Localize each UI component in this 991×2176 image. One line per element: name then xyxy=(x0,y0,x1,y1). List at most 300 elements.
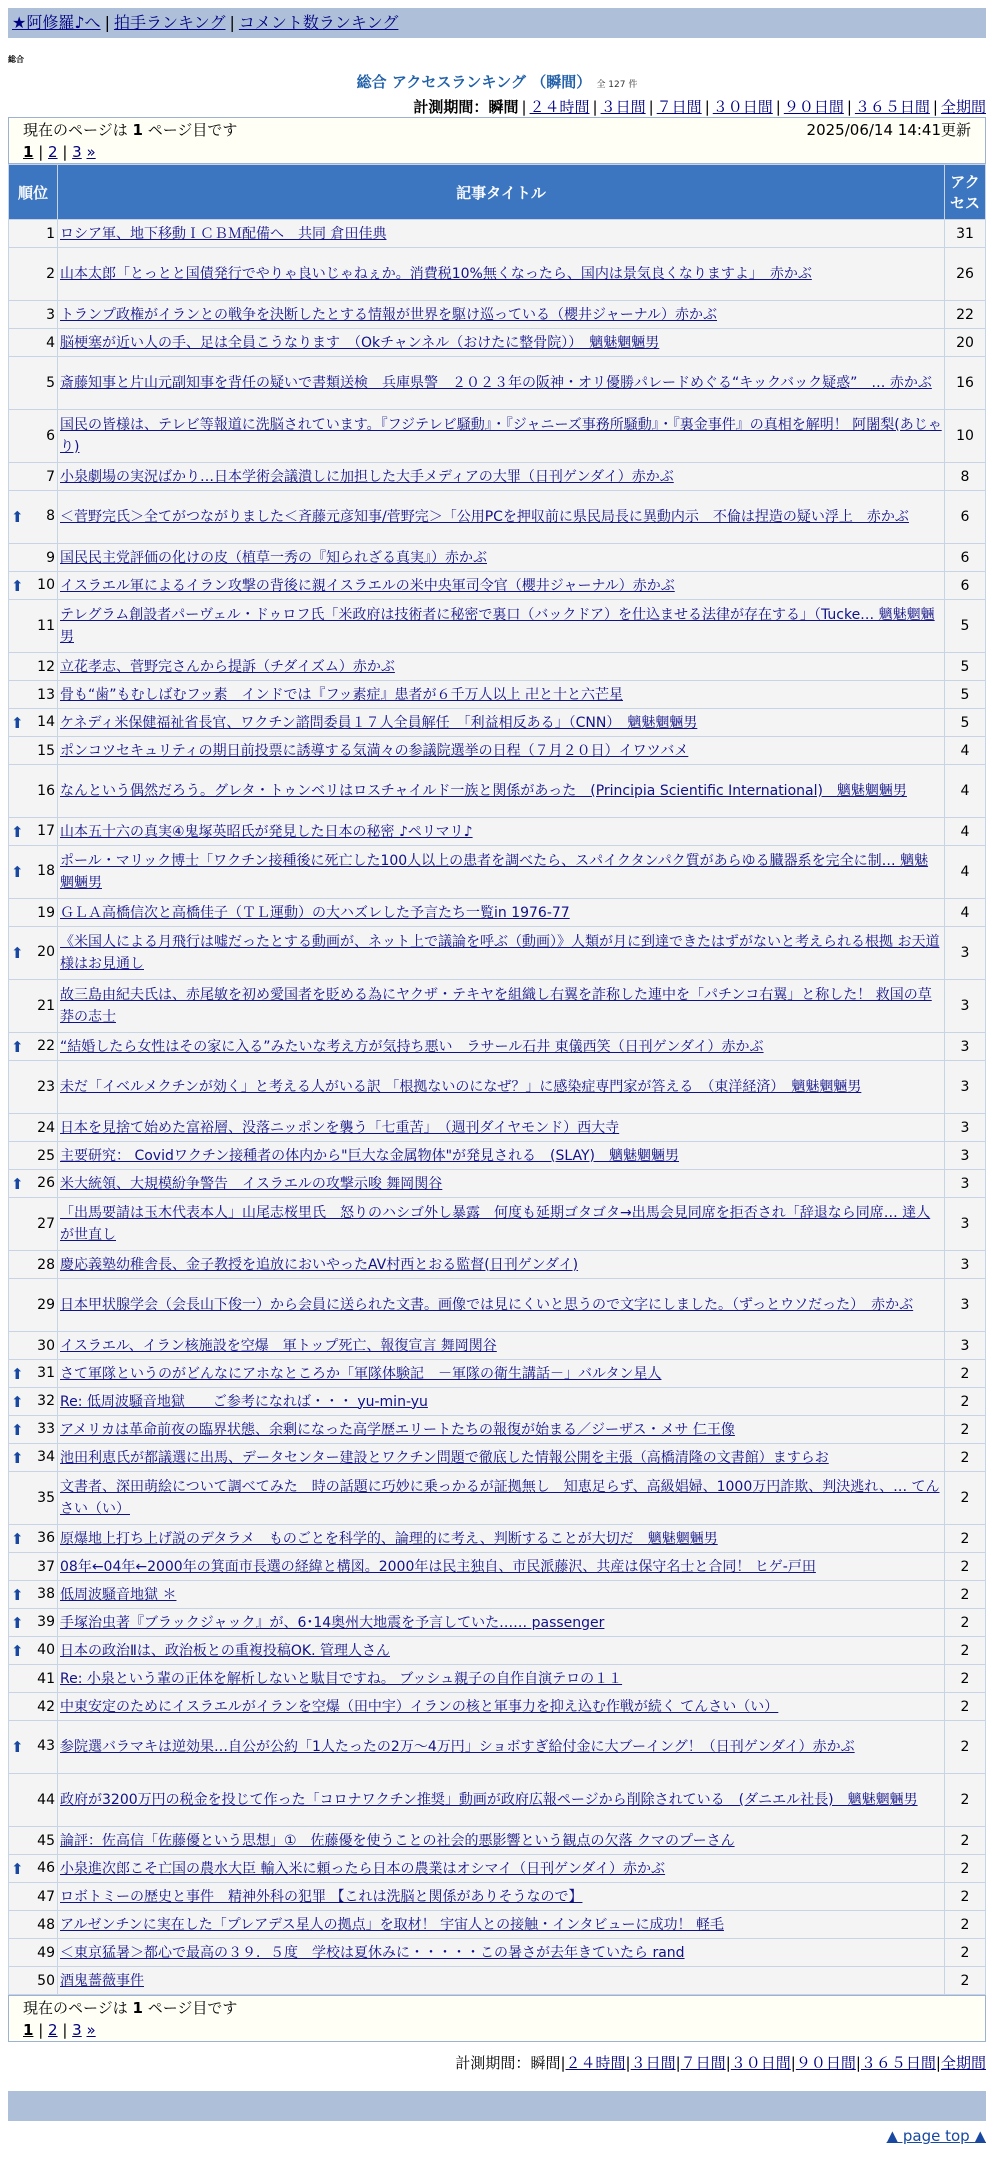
period-option[interactable]: ２４時間 xyxy=(529,98,590,116)
access-count: 16 xyxy=(945,357,986,410)
rank-number: 41 xyxy=(37,1670,55,1687)
rank-cell xyxy=(9,899,58,927)
article-link[interactable]: 池田利恵氏が都議選に出馬、データセンター建設とワクチン問題で徹底した情報公開を主張（高橋清隆の文書館）ますらお xyxy=(60,1449,829,1466)
access-count: 2 xyxy=(945,1609,986,1637)
page-title xyxy=(8,71,986,92)
up-arrow-icon: ⬆ xyxy=(11,1585,24,1604)
rank-number: 34 xyxy=(37,1448,55,1465)
title-cell xyxy=(58,1827,945,1855)
access-count: 2 xyxy=(945,1693,986,1721)
rank-cell xyxy=(9,1665,58,1693)
up-arrow-icon: ⬆ xyxy=(11,944,24,962)
access-count: 2 xyxy=(945,1553,986,1581)
article-link[interactable]: アメリカは革命前夜の臨界状態、余剰になった高学歴エリートたちの報復が始まる／ジーザス・メサ 仁王像 xyxy=(60,1421,735,1438)
rank-cell xyxy=(9,1855,58,1883)
article-link[interactable]: 酒鬼薔薇事件 xyxy=(60,1972,144,1989)
rank-number: 35 xyxy=(37,1490,55,1506)
table-row xyxy=(9,572,986,600)
period-option: 瞬間 xyxy=(530,2054,561,2072)
rank-cell xyxy=(9,1581,58,1609)
rank-number: 2 xyxy=(46,266,55,282)
access-count: 2 xyxy=(945,1721,986,1774)
table-row xyxy=(9,1388,986,1416)
rank-number: 15 xyxy=(37,742,55,759)
article-link[interactable]: さて軍隊というのがどんなにアホなところか「軍隊体験記 －軍隊の衛生講話－」バルタン星人 xyxy=(60,1365,662,1382)
rank-number: 46 xyxy=(37,1859,55,1876)
up-arrow-icon: ⬆ xyxy=(11,1420,24,1439)
rank-cell xyxy=(9,1388,58,1416)
rank-cell xyxy=(9,1061,58,1114)
title-cell xyxy=(58,1693,945,1721)
table-row xyxy=(9,1665,986,1693)
rank-number: 37 xyxy=(37,1558,55,1575)
rank-cell xyxy=(9,1360,58,1388)
table-row xyxy=(9,765,986,818)
article-link[interactable]: 手塚治虫著『ブラックジャック』が、6･14奥州大地震を予言していた…… passenger xyxy=(60,1614,605,1631)
title-cell xyxy=(58,1721,945,1774)
footer-bar xyxy=(8,2091,986,2121)
access-count: 3 xyxy=(945,1332,986,1360)
comment-ranking-link[interactable]: コメント数ランキング xyxy=(238,13,399,32)
page-top xyxy=(8,2127,986,2145)
title-cell xyxy=(58,1967,945,1995)
title-cell xyxy=(58,1637,945,1665)
rank-number: 18 xyxy=(37,863,55,879)
article-link[interactable]: Re: 低周波騒音地獄 ご参考になれば・・・ yu-min-yu xyxy=(60,1393,428,1410)
title-header: 記事タイトル xyxy=(58,165,945,220)
title-cell xyxy=(58,220,945,248)
table-row xyxy=(9,301,986,329)
rank-number: 44 xyxy=(37,1792,55,1808)
article-link[interactable]: 中東安定のためにイスラエルがイランを空爆（田中宇）イランの核と軍事力を抑え込む作戦が続く てんさい（い） xyxy=(60,1698,779,1715)
pagination-bottom: 1 | 2 | 3 » xyxy=(23,2021,96,2039)
rank-cell xyxy=(9,1033,58,1061)
page xyxy=(8,8,986,2145)
rank-cell xyxy=(9,1198,58,1251)
period-option[interactable]: ３０日間 xyxy=(712,98,773,116)
rank-number: 21 xyxy=(37,998,55,1014)
article-link[interactable]: 小泉劇場の実況ばかり…日本学術会議潰しに加担した大手メディアの大罪（日刊ゲンダイ）赤かぶ xyxy=(60,468,674,485)
rank-number: 16 xyxy=(37,783,55,799)
title-cell xyxy=(58,572,945,600)
page-link[interactable]: 3 xyxy=(72,2021,82,2039)
page-info-top xyxy=(8,117,986,164)
article-link[interactable]: なんという偶然だろう。グレタ・トゥンベリはロスチャイルド一族と関係があった (Principia Scientific International) 魑魅魍魎男 xyxy=(60,783,907,799)
ranking-table xyxy=(8,164,986,1995)
title-cell xyxy=(58,1553,945,1581)
page-link[interactable]: 2 xyxy=(48,2021,58,2039)
table-row xyxy=(9,410,986,463)
rank-cell xyxy=(9,818,58,846)
rank-number: 12 xyxy=(37,658,55,675)
page-link[interactable]: 2 xyxy=(48,143,58,161)
rank-number: 1 xyxy=(46,225,55,242)
rank-cell xyxy=(9,1444,58,1472)
period-option[interactable]: ９０日間 xyxy=(783,98,844,116)
rank-number: 8 xyxy=(46,508,55,524)
access-count: 3 xyxy=(945,1170,986,1198)
table-row xyxy=(9,248,986,301)
rank-cell xyxy=(9,653,58,681)
title-cell xyxy=(58,248,945,301)
table-row xyxy=(9,1883,986,1911)
article-link[interactable]: ケネディ米保健福祉省長官、ワクチン諮問委員１７人全員解任 「利益相反ある」（CNN） 魑魅魍魎男 xyxy=(60,714,698,731)
rank-number: 36 xyxy=(37,1529,55,1546)
access-count: 6 xyxy=(945,572,986,600)
article-link[interactable]: 政府が3200万円の税金を投じて作った「コロナワクチン推奨」動画が政府広報ページから削除されている (ダニエル社長) 魑魅魍魎男 xyxy=(60,1792,918,1808)
table-row xyxy=(9,220,986,248)
title-cell xyxy=(58,653,945,681)
rank-cell xyxy=(9,1525,58,1553)
rank-cell xyxy=(9,1553,58,1581)
title-cell xyxy=(58,301,945,329)
title-cell xyxy=(58,600,945,653)
rank-cell xyxy=(9,1939,58,1967)
period-option[interactable]: ３０日間 xyxy=(730,2054,791,2072)
rank-cell xyxy=(9,410,58,463)
table-row xyxy=(9,1609,986,1637)
article-link[interactable]: 原爆地上打ち上げ説のデタラメ ものごとを科学的、論理的に考え、判断することが大切だ 魑魅魍魎男 xyxy=(60,1530,718,1547)
article-link[interactable]: 主要研究： Covidワクチン接種者の体内から"巨大な金属物体"が発見される (SLAY) 魑魅魍魎男 xyxy=(60,1147,680,1164)
title-cell xyxy=(58,737,945,765)
access-count: 3 xyxy=(945,980,986,1033)
article-link[interactable]: 未だ「イベルメクチンが効く」と考える人がいる訳 「根拠ないのになぜ？」に感染症専門家が答える （東洋経済） 魑魅魍魎男 xyxy=(60,1079,862,1095)
title-cell xyxy=(58,1360,945,1388)
article-link[interactable]: 日本の政治Ⅱは、政治板との重複投稿OK. 管理人さん xyxy=(60,1642,390,1659)
title-cell xyxy=(58,927,945,980)
rank-number: 48 xyxy=(37,1916,55,1933)
article-link[interactable]: ポール・マリック博士「ワクチン接種後に死亡した100人以上の患者を調べたら、スパイクタンパク質があらゆる臓器系を完全に制… 魑魅魍魎男 xyxy=(60,853,929,891)
rank-number: 3 xyxy=(46,306,55,323)
article-link[interactable]: ＜東京猛暑＞都心で最高の３９．５度 学校は夏休みに・・・・・この暑さが去年きていたら rand xyxy=(60,1944,685,1961)
access-count: 20 xyxy=(945,329,986,357)
access-count: 2 xyxy=(945,1827,986,1855)
up-arrow-icon: ⬆ xyxy=(11,576,24,595)
rank-cell xyxy=(9,1911,58,1939)
table-row xyxy=(9,1855,986,1883)
rank-cell xyxy=(9,737,58,765)
period-option[interactable]: ２４時間 xyxy=(565,2054,626,2072)
access-count: 2 xyxy=(945,1388,986,1416)
title-cell xyxy=(58,1472,945,1525)
rank-number: 6 xyxy=(46,428,55,444)
article-link[interactable]: 故三島由紀夫氏は、赤尾敏を初め愛国者を貶める為にヤクザ・テキヤを組織し右翼を詐称した連中を「パチンコ右翼」と称した！ 救国の草莽の志士 xyxy=(60,987,932,1025)
article-link[interactable]: 脳梗塞が近い人の手、足は全員こうなります （Okチャンネル（おけたに整骨院）） 魑魅魍魎男 xyxy=(60,334,660,351)
rank-cell xyxy=(9,709,58,737)
period-option[interactable]: ７日間 xyxy=(656,98,702,116)
article-link[interactable]: 参院選バラマキは逆効果…自公が公約「1人たったの2万〜4万円」ショボすぎ給付金に大ブーイング！（日刊ゲンダイ）赤かぶ xyxy=(60,1739,855,1755)
rank-number: 26 xyxy=(37,1174,55,1191)
article-link[interactable]: ポンコツセキュリティの期日前投票に誘導する気満々の参議院選挙の日程（７月２０日）イワツバメ xyxy=(60,742,689,759)
article-link[interactable]: アルゼンチンに実在した「プレアデス星人の拠点」を取材！ 宇宙人との接触・インタビューに成功！ 軽毛 xyxy=(60,1916,724,1933)
rank-cell xyxy=(9,1721,58,1774)
rank-cell xyxy=(9,463,58,491)
article-link[interactable]: トランプ政権がイランとの戦争を決断したとする情報が世界を駆け巡っている（櫻井ジャーナル）赤かぶ xyxy=(60,306,718,323)
access-count: 4 xyxy=(945,846,986,899)
table-row xyxy=(9,463,986,491)
title-cell xyxy=(58,1279,945,1332)
rank-number: 33 xyxy=(37,1420,55,1437)
up-arrow-icon: ⬆ xyxy=(11,1037,24,1056)
title-cell xyxy=(58,765,945,818)
page-link: 1 xyxy=(23,2021,34,2039)
access-count: 5 xyxy=(945,681,986,709)
rank-cell xyxy=(9,329,58,357)
top-nav: ★阿修羅♪へ | 拍手ランキング | コメント数ランキング xyxy=(8,8,986,38)
up-arrow-icon: ⬆ xyxy=(11,863,24,881)
access-count: 2 xyxy=(945,1665,986,1693)
up-arrow-icon: ⬆ xyxy=(11,1392,24,1411)
article-link[interactable]: 山本太郎「とっとと国債発行でやりゃ良いじゃねぇか。消費税10%無くなったら、国内は景気良くなりますよ」 赤かぶ xyxy=(60,266,812,282)
period-option[interactable]: ７日間 xyxy=(680,2054,726,2072)
article-link[interactable]: 国民の皆様は、テレビ等報道に洗脳されています。『フジテレビ騒動』・『ジャニーズ事務所騒動』・『裏金事件』の真相を解明！ 阿闍梨(あじゃり) xyxy=(60,417,942,455)
article-link[interactable]: ロシア軍、地下移動ＩＣＢＭ配備へ 共同 倉田佳典 xyxy=(60,225,387,242)
article-link[interactable]: 低周波騒音地獄 ＊ xyxy=(60,1586,177,1603)
access-count: 3 xyxy=(945,1061,986,1114)
access-count: 2 xyxy=(945,1472,986,1525)
access-count: 2 xyxy=(945,1967,986,1995)
access-count: 6 xyxy=(945,544,986,572)
rank-number: 24 xyxy=(37,1119,55,1136)
title-cell xyxy=(58,1170,945,1198)
title-cell xyxy=(58,544,945,572)
rank-number: 22 xyxy=(37,1037,55,1054)
updated-timestamp: 2025/06/14 14:41更新 xyxy=(806,121,971,139)
access-count: 10 xyxy=(945,410,986,463)
title-cell xyxy=(58,1416,945,1444)
rank-cell xyxy=(9,1114,58,1142)
rank-number: 39 xyxy=(37,1613,55,1630)
table-row xyxy=(9,1170,986,1198)
table-row xyxy=(9,818,986,846)
access-count: 5 xyxy=(945,709,986,737)
article-link[interactable]: 文書者、深田萌絵について調べてみた 時の話題に巧妙に乗っかるが証拠無し 知恵足らず、高級娼婦、1000万円詐欺、判決逃れ、… てんさい（い） xyxy=(60,1479,940,1517)
article-link[interactable]: 日本を見捨て始めた富裕層、没落ニッポンを襲う「七重苦」 （週刊ダイヤモンド）西大寺 xyxy=(60,1119,620,1136)
title-cell xyxy=(58,818,945,846)
rank-cell xyxy=(9,491,58,544)
title-cell xyxy=(58,357,945,410)
rank-cell xyxy=(9,220,58,248)
page-top-link[interactable]: ▲ page top ▲ xyxy=(886,2127,986,2145)
rank-cell xyxy=(9,1774,58,1827)
clap-ranking-link[interactable]: 拍手ランキング xyxy=(113,13,226,32)
access-count: 8 xyxy=(945,463,986,491)
table-row xyxy=(9,1251,986,1279)
rank-number: 45 xyxy=(37,1832,55,1849)
title-cell xyxy=(58,1444,945,1472)
rank-number: 19 xyxy=(37,904,55,921)
title-cell xyxy=(58,1609,945,1637)
period-selector: 計測期間：瞬間 | ２４時間 | ３日間 | ７日間 | ３０日間 | ９０日間 | ３６５日間 | 全期間 xyxy=(413,98,986,116)
table-row xyxy=(9,737,986,765)
table-row xyxy=(9,1581,986,1609)
access-count: 4 xyxy=(945,818,986,846)
rank-cell xyxy=(9,1416,58,1444)
pagination: 1 | 2 | 3 » xyxy=(23,143,96,161)
rank-number: 42 xyxy=(37,1698,55,1715)
period-option[interactable]: ３６５日間 xyxy=(854,98,930,116)
access-count: 2 xyxy=(945,1939,986,1967)
article-link[interactable]: 立花孝志、菅野完さんから提訴（チダイズム）赤かぶ xyxy=(60,658,395,675)
period-option[interactable]: ３日間 xyxy=(630,2054,676,2072)
access-count: 22 xyxy=(945,301,986,329)
up-arrow-icon: ⬆ xyxy=(11,508,24,526)
title-cell xyxy=(58,1142,945,1170)
title-cell xyxy=(58,1939,945,1967)
rank-cell xyxy=(9,1693,58,1721)
up-arrow-icon: ⬆ xyxy=(11,1738,24,1756)
article-link[interactable]: 「出馬要請は玉木代表本人」山尾志桜里氏 怒りのハシゴ外し暴露 何度も延期ゴタゴタ→出馬会見同席を拒否され「辞退なら同席… 達人が世直し xyxy=(60,1205,931,1243)
access-count: 2 xyxy=(945,1883,986,1911)
article-link[interactable]: ロボトミーの歴史と事件 精神外科の犯罪 【これは洗脳と関係がありそうなので】 xyxy=(60,1888,583,1905)
access-count: 5 xyxy=(945,653,986,681)
table-row xyxy=(9,1114,986,1142)
rank-number: 17 xyxy=(37,822,55,839)
current-page-text: 現在のページは 1 ページ目です xyxy=(23,121,238,139)
article-link[interactable]: テレグラム創設者パーヴェル・ドゥロフ氏「米政府は技術者に秘密で裏口（バックドア）を仕込ませる法律が存在する」（Tucke… 魑魅魍魎男 xyxy=(60,607,935,645)
up-arrow-icon: ⬆ xyxy=(11,1641,24,1660)
title-cell xyxy=(58,491,945,544)
rank-number: 50 xyxy=(37,1972,55,1989)
article-link[interactable]: 国民民主党評価の化けの皮（植草一秀の『知られざる真実』）赤かぶ xyxy=(60,549,487,566)
period-option[interactable]: 全期間 xyxy=(940,2054,986,2072)
table-row xyxy=(9,491,986,544)
article-link[interactable]: 斎藤知事と片山元副知事を背任の疑いで書類送検 兵庫県警 ２０２３年の阪神・オリ優勝パレードめぐる“キックバック疑惑” … 赤かぶ xyxy=(60,375,932,391)
total-count: 全 127 件 xyxy=(596,80,638,90)
rank-cell xyxy=(9,1883,58,1911)
article-link[interactable]: 小泉進次郎こそ亡国の農水大臣 輸入米に頼ったら日本の農業はオシマイ（日刊ゲンダイ）赤かぶ xyxy=(60,1860,666,1877)
title-cell xyxy=(58,1525,945,1553)
table-row xyxy=(9,1525,986,1553)
rank-number: 28 xyxy=(37,1256,55,1273)
access-count: 4 xyxy=(945,899,986,927)
rank-number: 9 xyxy=(46,549,55,566)
article-link[interactable]: 日本甲状腺学会（会長山下俊一）から会員に送られた文書。画像では見にくいと思うので文字にしました。（ずっとウソだった） 赤かぶ xyxy=(60,1297,914,1313)
article-link[interactable]: イスラエル軍によるイラン攻撃の背後に親イスラエルの米中央軍司令官（櫻井ジャーナル）赤かぶ xyxy=(60,577,675,594)
table-row xyxy=(9,1332,986,1360)
access-count: 3 xyxy=(945,1198,986,1251)
rank-number: 25 xyxy=(37,1147,55,1164)
rank-number: 20 xyxy=(37,944,55,960)
title-cell xyxy=(58,1388,945,1416)
period-option[interactable]: ３日間 xyxy=(600,98,646,116)
next-page-link[interactable]: » xyxy=(86,2021,96,2039)
title-cell xyxy=(58,899,945,927)
table-row xyxy=(9,329,986,357)
title-cell xyxy=(58,1114,945,1142)
rank-cell xyxy=(9,927,58,980)
rank-cell xyxy=(9,1332,58,1360)
title-cell xyxy=(58,1251,945,1279)
scope-label: 総合 xyxy=(8,55,24,64)
rank-number: 40 xyxy=(37,1641,55,1658)
access-header: アクセス xyxy=(945,165,986,220)
table-row xyxy=(9,927,986,980)
table-row xyxy=(9,600,986,653)
article-link[interactable]: 《米国人による月飛行は嘘だったとする動画が、ネット上で議論を呼ぶ（動画）》人類が月に到達できたはずがないと考えられる根拠 お天道様はお見通し xyxy=(60,934,940,972)
table-row xyxy=(9,1061,986,1114)
table-row xyxy=(9,899,986,927)
title-cell xyxy=(58,846,945,899)
access-count: 2 xyxy=(945,1416,986,1444)
access-count: 26 xyxy=(945,248,986,301)
up-arrow-icon: ⬆ xyxy=(11,822,24,841)
page-info-bottom xyxy=(8,1995,986,2042)
access-count: 2 xyxy=(945,1444,986,1472)
article-link[interactable]: ＜菅野完氏＞全てがつながりました＜斉藤元彦知事/菅野完＞「公用PCを押収前に県民局長に異動内示 不倫は捏造の疑い浮上 赤かぶ xyxy=(60,509,909,525)
rank-cell xyxy=(9,765,58,818)
title-cell xyxy=(58,1883,945,1911)
title-cell xyxy=(58,1665,945,1693)
title-cell xyxy=(58,463,945,491)
article-link[interactable]: 骨も“歯”もむしばむフッ素 インドでは『フッ素症』患者が６千万人以上 卍と十と六芒星 xyxy=(60,686,623,703)
title-cell xyxy=(58,410,945,463)
title-cell xyxy=(58,980,945,1033)
rank-number: 13 xyxy=(37,686,55,703)
access-count: 3 xyxy=(945,1114,986,1142)
rank-number: 49 xyxy=(37,1944,55,1961)
rank-cell xyxy=(9,1170,58,1198)
table-row xyxy=(9,1967,986,1995)
access-count: 2 xyxy=(945,1581,986,1609)
period-selector-bottom: 計測期間：瞬間|２４時間|３日間|７日間|３０日間|９０日間|３６５日間|全期間 xyxy=(455,2054,986,2072)
title-cell xyxy=(58,1198,945,1251)
rank-number: 7 xyxy=(46,468,55,485)
access-count: 5 xyxy=(945,600,986,653)
article-link[interactable]: 山本五十六の真実④鬼塚英昭氏が発見した日本の秘密 ♪ペリマリ♪ xyxy=(60,823,473,840)
article-link[interactable]: “結婚したら女性はその家に入る”みたいな考え方が気持ち悪い ラサール石井 東儀西笑（日刊ゲンダイ）赤かぶ xyxy=(60,1038,764,1055)
rank-header: 順位 xyxy=(9,165,58,220)
table-row xyxy=(9,1827,986,1855)
access-count: 4 xyxy=(945,765,986,818)
rank-number: 14 xyxy=(37,713,55,730)
table-row xyxy=(9,1033,986,1061)
access-count: 3 xyxy=(945,1142,986,1170)
rank-number: 11 xyxy=(37,618,55,634)
article-link[interactable]: イスラエル、イラン核施設を空爆 軍トップ死亡、報復宣言 舞岡関谷 xyxy=(60,1337,497,1354)
table-row xyxy=(9,544,986,572)
article-link[interactable]: 米大統領、大規模紛争警告 イスラエルの攻撃示唆 舞岡関谷 xyxy=(60,1175,443,1192)
table-row xyxy=(9,1279,986,1332)
access-count: 3 xyxy=(945,1279,986,1332)
rank-number: 32 xyxy=(37,1392,55,1409)
table-row xyxy=(9,1472,986,1525)
title-cell xyxy=(58,1061,945,1114)
title-cell xyxy=(58,709,945,737)
article-link[interactable]: ＧＬＡ高橋信次と高橋佳子（ＴＬ運動）の大ハズレした予言たち一覧in 1976-77 xyxy=(60,904,570,921)
period-option[interactable]: ９０日間 xyxy=(795,2054,856,2072)
period-option[interactable]: 全期間 xyxy=(940,98,986,116)
period-option[interactable]: ３６５日間 xyxy=(860,2054,936,2072)
table-row xyxy=(9,980,986,1033)
page-link[interactable]: 3 xyxy=(72,143,82,161)
article-link[interactable]: 08年←04年←2000年の箕面市長選の経緯と構図。2000年は民主独自、市民派藤沢、共産は保守名士と合同！ ヒゲ-戸田 xyxy=(60,1558,816,1575)
rank-cell xyxy=(9,248,58,301)
next-page-link[interactable]: » xyxy=(86,143,96,161)
period-option: 瞬間 xyxy=(488,98,519,116)
article-link[interactable]: Re: 小泉という輩の正体を解析しないと駄目ですね。 ブッシュ親子の自作自演テロの１１ xyxy=(60,1670,623,1687)
rank-number: 30 xyxy=(37,1337,55,1354)
rank-number: 47 xyxy=(37,1888,55,1905)
title-cell xyxy=(58,1332,945,1360)
rank-cell xyxy=(9,357,58,410)
up-arrow-icon: ⬆ xyxy=(11,1529,24,1548)
title-cell xyxy=(58,681,945,709)
article-link[interactable]: 論評：佐高信「佐藤優という思想」① 佐藤優を使うことの社会的悪影響という観点の欠落 クマのプーさん xyxy=(60,1832,735,1849)
article-link[interactable]: 慶応義塾幼稚舎長、金子教授を追放においやったAV村西とおる監督(日刊ゲンダイ) xyxy=(60,1256,579,1273)
home-link[interactable]: ★阿修羅♪へ xyxy=(12,13,101,32)
table-row xyxy=(9,1198,986,1251)
